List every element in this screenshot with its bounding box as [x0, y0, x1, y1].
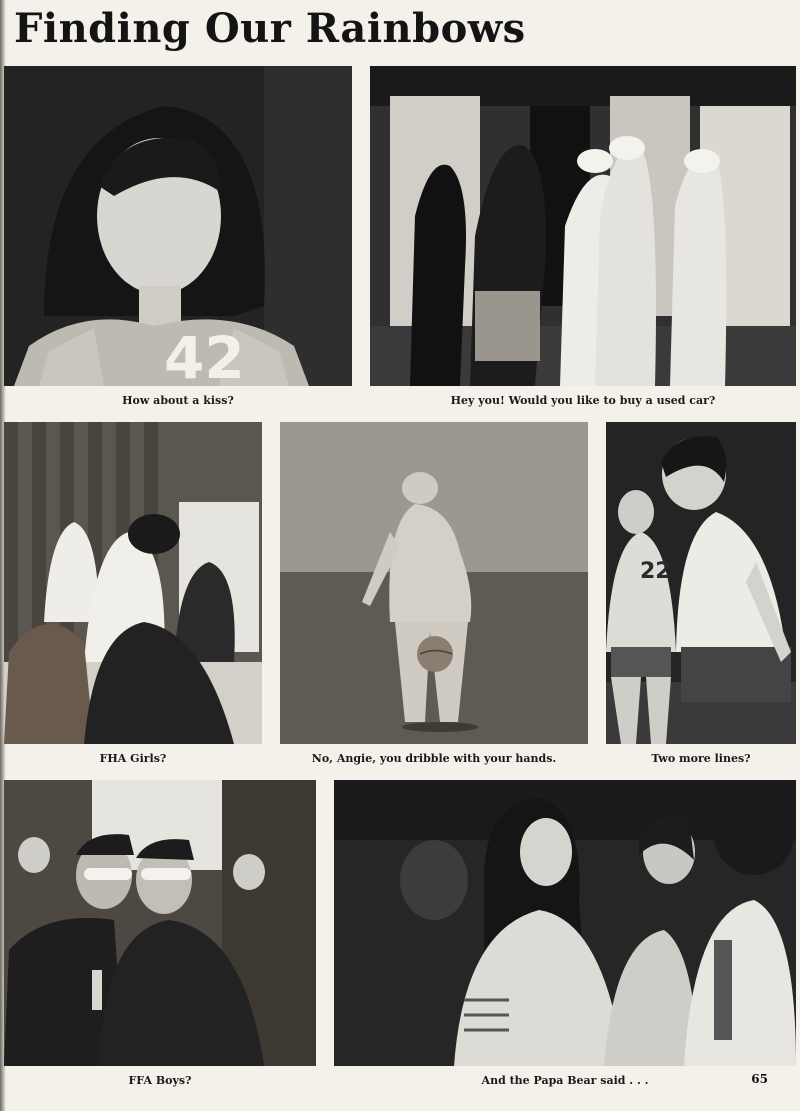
photo-used-car — [370, 66, 796, 386]
photo-fha-girls — [4, 422, 262, 744]
caption-kiss: How about a kiss? — [122, 394, 234, 407]
caption-used-car: Hey you! Would you like to buy a used car? — [450, 394, 716, 407]
photo-kiss — [4, 66, 352, 386]
jersey-number-22: 22 — [640, 559, 671, 584]
photo-papa-bear — [334, 780, 796, 1066]
photo-dribble — [280, 422, 588, 744]
page-number: 65 — [751, 1072, 768, 1086]
photo-two-more-lines — [606, 422, 796, 744]
caption-two-more-lines: Two more lines? — [651, 752, 751, 765]
caption-ffa-boys: FFA Boys? — [128, 1074, 192, 1087]
jersey-number-42: 42 — [164, 324, 245, 386]
page-title: Finding Our Rainbows — [14, 5, 526, 52]
caption-papa-bear: And the Papa Bear said . . . — [481, 1074, 649, 1087]
caption-dribble: No, Angie, you dribble with your hands. — [311, 752, 557, 765]
photo-ffa-boys — [4, 780, 316, 1066]
caption-fha-girls: FHA Girls? — [99, 752, 167, 765]
